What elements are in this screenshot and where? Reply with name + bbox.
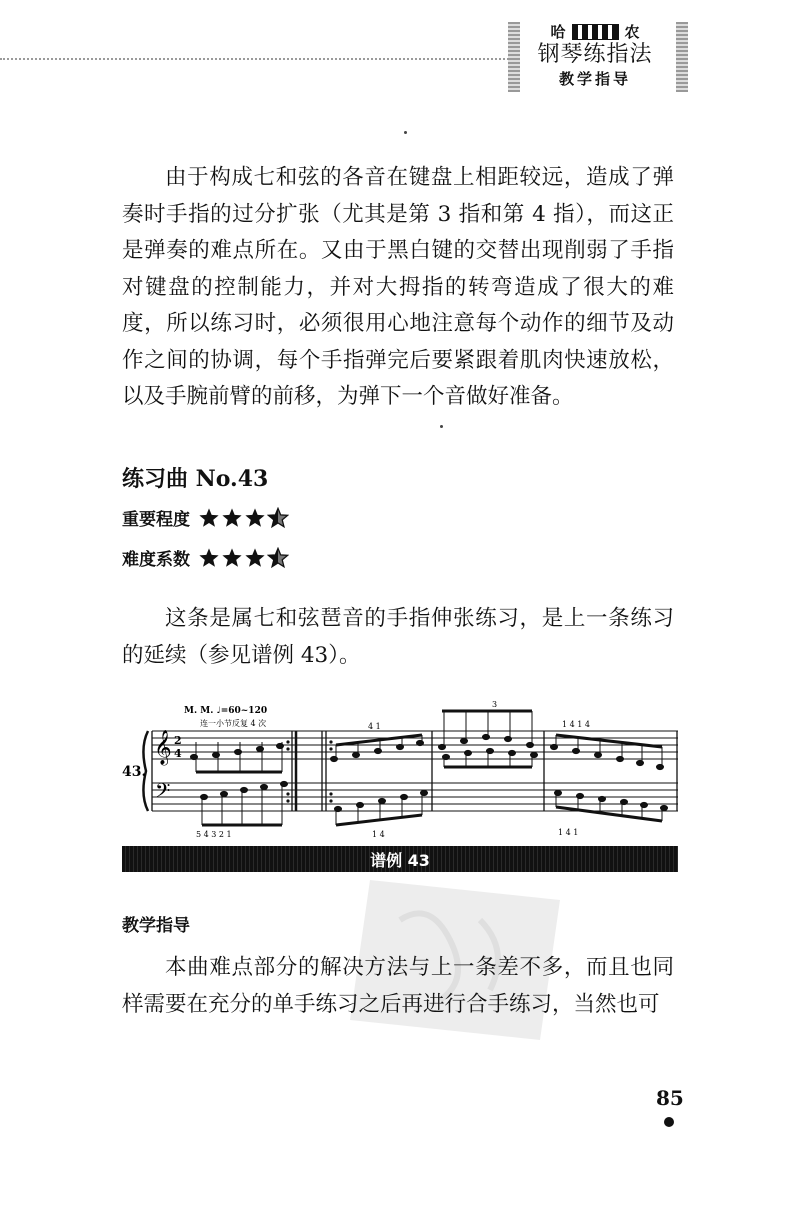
half-star-icon — [267, 547, 289, 569]
header-line1-left: 哈 — [550, 23, 566, 41]
fingering-bar1: 5 4 3 2 1 — [196, 830, 232, 839]
difficulty-rating — [122, 545, 289, 570]
fingering-bar4-top: 1 4 1 4 — [562, 720, 590, 729]
page-number-bullet — [664, 1117, 674, 1127]
fingering-bar4-low: 1 4 1 — [558, 828, 579, 837]
fingering-bar2-top: 4 1 — [368, 722, 381, 731]
header-book-title: 钢琴练指法 — [537, 42, 653, 67]
header-side-pattern-right — [676, 22, 688, 92]
fingering-bar3: 3 — [492, 700, 498, 709]
importance-label: 重要程度 — [122, 510, 190, 530]
body-paragraph-3: 本曲难点部分的解决方法与上一条差不多，而且也同样需要在充分的单手练习之后再进行合手练习，当然也可 — [122, 955, 674, 1017]
tempo-marking: M. M. ♩=60~120 — [184, 706, 268, 716]
time-signature-bottom: 4 — [174, 747, 182, 760]
teaching-guide-heading: 教学指导 — [122, 916, 190, 936]
difficulty-stars — [198, 547, 289, 569]
music-score-example-43 — [122, 697, 678, 842]
score-caption: 谱例 43 — [370, 850, 430, 870]
half-star-icon — [267, 507, 289, 529]
difficulty-label: 难度系数 — [122, 550, 190, 570]
repeat-instruction: 连一小节反复 4 次 — [200, 719, 267, 728]
star-icon — [244, 507, 266, 529]
header-side-pattern-left — [508, 22, 520, 92]
bass-clef-icon: 𝄢 — [155, 779, 171, 807]
header-line1-right: 农 — [624, 23, 640, 41]
fingering-bar2-low: 1 4 — [372, 830, 385, 839]
example-number: 43. — [122, 764, 147, 780]
scan-speck — [404, 131, 407, 134]
page-number: 85 — [656, 1086, 684, 1110]
body-paragraph-2: 这条是属七和弦琶音的手指伸张练习，是上一条练习的延续（参见谱例 43）。 — [122, 606, 674, 668]
star-icon — [244, 547, 266, 569]
header-dotted-rule — [0, 58, 520, 60]
header-subtitle: 教学指导 — [558, 70, 631, 88]
star-icon — [198, 507, 220, 529]
importance-stars — [198, 507, 289, 529]
bar4-notes — [551, 735, 668, 821]
star-icon — [221, 507, 243, 529]
body-paragraph-1: 由于构成七和弦的各音在键盘上相距较远，造成了弹奏时手指的过分扩张（尤其是第 3 指和第 4 指），而这正是弹奏的难点所在。又由于黑白键的交替出现削弱了手指对键盘的控制能力，并对大拇指的转弯造成了很大的难度，所以练习时，必须很用心地注意每个动作的细节及动作之间的协调，每个手指弹完后要紧跟着肌肉快速放松，以及手腕前臂的前移，为弹下一个音做好准备。 — [122, 165, 674, 409]
time-signature-top: 2 — [174, 734, 182, 747]
star-icon — [221, 547, 243, 569]
running-header — [520, 10, 670, 100]
piano-keys-icon — [572, 24, 619, 40]
etude-title: 练习曲 No.43 — [122, 466, 269, 492]
treble-clef-icon: 𝄞 — [154, 730, 172, 765]
star-icon — [198, 547, 220, 569]
importance-rating — [122, 505, 289, 530]
scan-speck — [440, 425, 443, 428]
